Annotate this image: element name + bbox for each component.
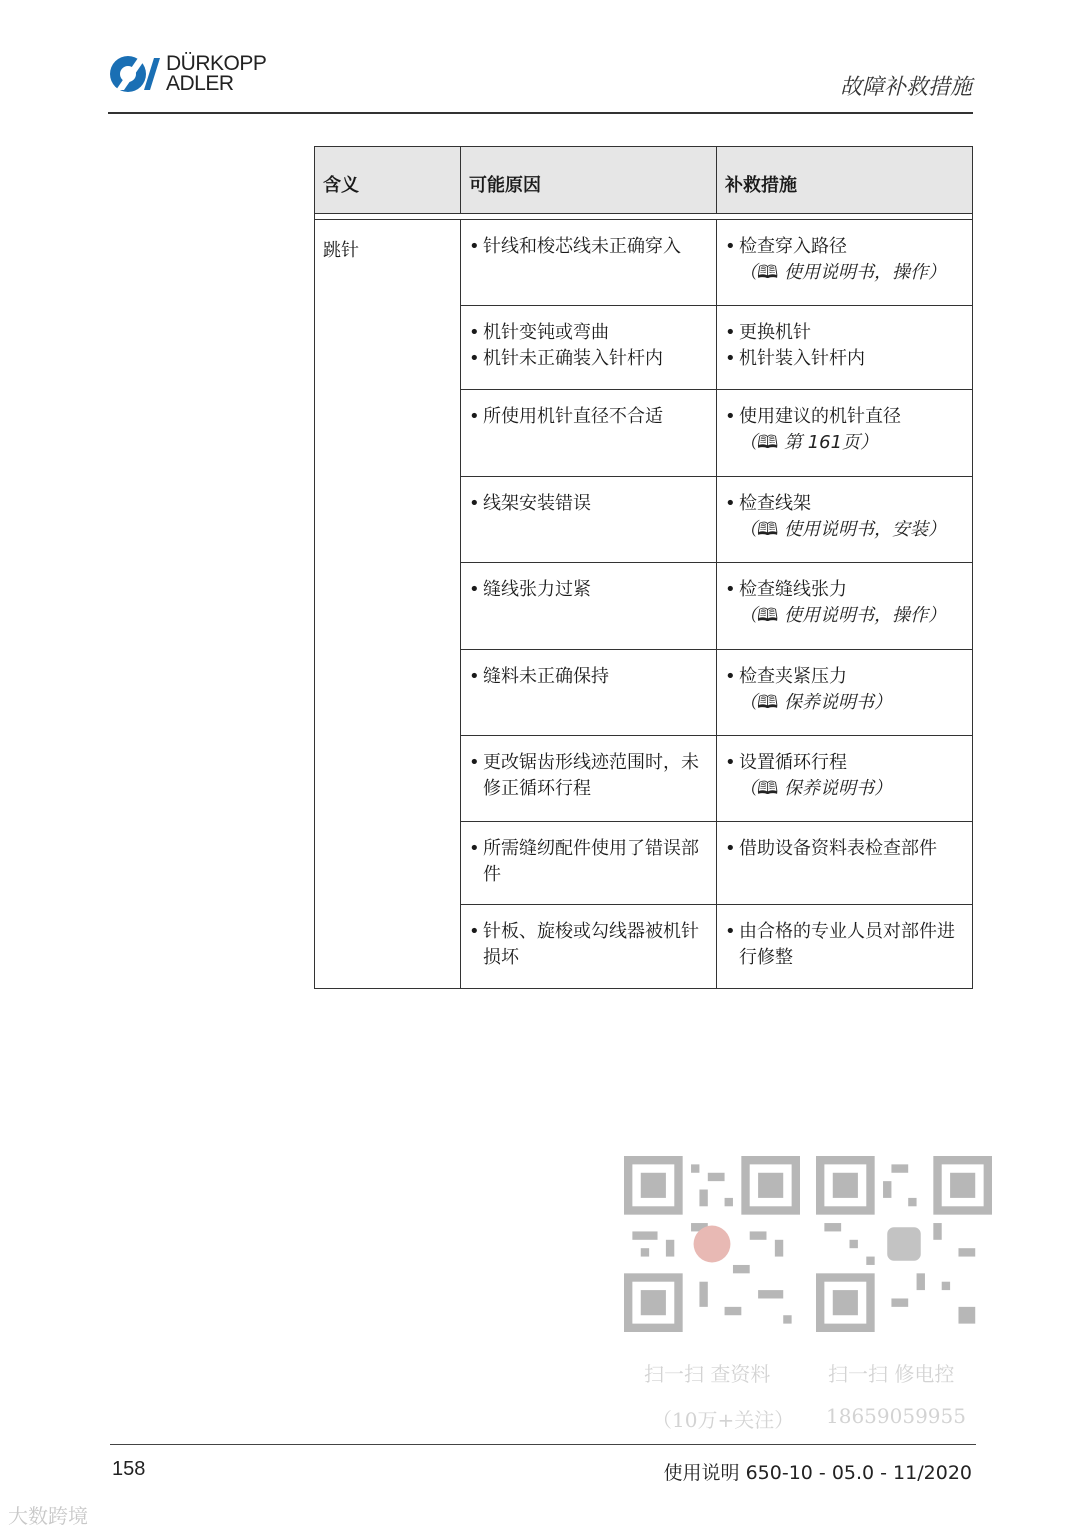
cause-cell — [461, 905, 717, 988]
brand-logo — [108, 52, 266, 96]
qr-caption-followers: （10万+关注） — [652, 1408, 795, 1432]
cause-cell — [461, 220, 717, 305]
remedy-item: • 检查夹紧压力 — [725, 666, 847, 687]
manual-reference: （🕮 保养说明书） — [739, 692, 892, 713]
table-rows — [461, 220, 972, 988]
cause-cell — [461, 822, 717, 904]
cause-cell — [461, 390, 717, 476]
book-icon: 🕮 — [757, 605, 779, 626]
cause-item: • 缝线张力过紧 — [469, 579, 591, 600]
troubleshooting-table — [314, 146, 973, 989]
cause-item: • 机针未正确装入针杆内 — [469, 348, 663, 369]
document-reference: 使用说明 650-10 - 05.0 - 11/2020 — [663, 1462, 972, 1484]
qr-caption-documents: 扫一扫 查资料 — [644, 1362, 771, 1386]
remedy-item: • 使用建议的机针直径 — [725, 406, 901, 427]
table-row — [461, 736, 972, 822]
brand-name — [166, 54, 266, 94]
table-row — [461, 650, 972, 736]
qr-code-documents — [624, 1156, 800, 1332]
cause-item: • 针线和梭芯线未正确穿入 — [469, 236, 681, 257]
header-divider — [108, 112, 973, 114]
manual-reference: （🕮 使用说明书，操作） — [739, 605, 946, 626]
remedy-cell — [717, 306, 972, 389]
table-row — [461, 905, 972, 988]
remedy-cell — [717, 390, 972, 476]
table-row — [461, 477, 972, 563]
cause-item: • 线架安装错误 — [469, 493, 591, 514]
remedy-item: • 设置循环行程 — [725, 752, 847, 773]
footer-divider — [110, 1444, 976, 1445]
remedy-item: • 检查穿入路径 — [725, 236, 847, 257]
book-icon: 🕮 — [757, 778, 779, 799]
header-remedy: 补救措施 — [725, 175, 797, 196]
qr-caption-repair: 扫一扫 修电控 — [828, 1362, 955, 1386]
section-title: 故障补救措施 — [839, 75, 972, 100]
book-icon: 🕮 — [757, 519, 779, 540]
remedy-cell — [717, 736, 972, 821]
logo-mark-icon — [108, 54, 160, 94]
page-number: 158 — [112, 1458, 146, 1480]
table-row — [461, 306, 972, 390]
header-cause: 可能原因 — [461, 147, 717, 213]
qr-code-repair — [816, 1156, 992, 1332]
header-meaning: 含义 — [315, 147, 461, 213]
brand-line1: DÜRKOPP — [166, 52, 267, 75]
remedy-cell — [717, 220, 972, 305]
manual-reference: （🕮 保养说明书） — [739, 778, 892, 799]
table-row — [461, 822, 972, 905]
book-icon: 🕮 — [757, 262, 779, 283]
cause-item: • 针板、旋梭或勾线器被机针损坏 — [469, 921, 699, 968]
table-header — [315, 147, 972, 214]
remedy-cell — [717, 905, 972, 988]
cause-cell — [461, 736, 717, 821]
manual-reference: （🕮 第 161页） — [739, 432, 879, 453]
cause-item: • 更改锯齿形线迹范围时，未修正循环行程 — [469, 752, 699, 799]
table-row — [461, 220, 972, 306]
brand-line2: ADLER — [166, 72, 234, 95]
table-row — [461, 563, 972, 650]
cause-item: • 所使用机针直径不合适 — [469, 406, 663, 427]
cause-item: • 机针变钝或弯曲 — [469, 322, 609, 343]
cause-item: • 所需缝纫配件使用了错误部件 — [469, 838, 699, 885]
remedy-cell — [717, 822, 972, 904]
meaning-cell: 跳针 — [315, 220, 461, 988]
cause-cell — [461, 563, 717, 649]
book-icon: 🕮 — [757, 432, 779, 453]
remedy-cell — [717, 563, 972, 649]
table-row — [461, 390, 972, 477]
book-icon: 🕮 — [757, 692, 779, 713]
remedy-item: • 更换机针 — [725, 322, 811, 343]
manual-reference: （🕮 使用说明书，操作） — [739, 262, 946, 283]
cause-item: • 缝料未正确保持 — [469, 666, 609, 687]
remedy-cell — [717, 477, 972, 562]
remedy-cell — [717, 650, 972, 735]
remedy-item: • 由合格的专业人员对部件进行修整 — [725, 921, 955, 968]
cause-cell — [461, 650, 717, 735]
manual-reference: （🕮 使用说明书，安装） — [739, 519, 946, 540]
remedy-item: • 借助设备资料表检查部件 — [725, 838, 937, 859]
remedy-item: • 检查缝线张力 — [725, 579, 847, 600]
cause-cell — [461, 477, 717, 562]
qr-caption-phone: 18659059955 — [826, 1404, 966, 1428]
remedy-item: • 机针装入针杆内 — [725, 348, 865, 369]
remedy-item: • 检查线架 — [725, 493, 811, 514]
table-body — [315, 220, 972, 988]
cause-cell — [461, 306, 717, 389]
watermark: 大数跨境 — [8, 1504, 88, 1528]
